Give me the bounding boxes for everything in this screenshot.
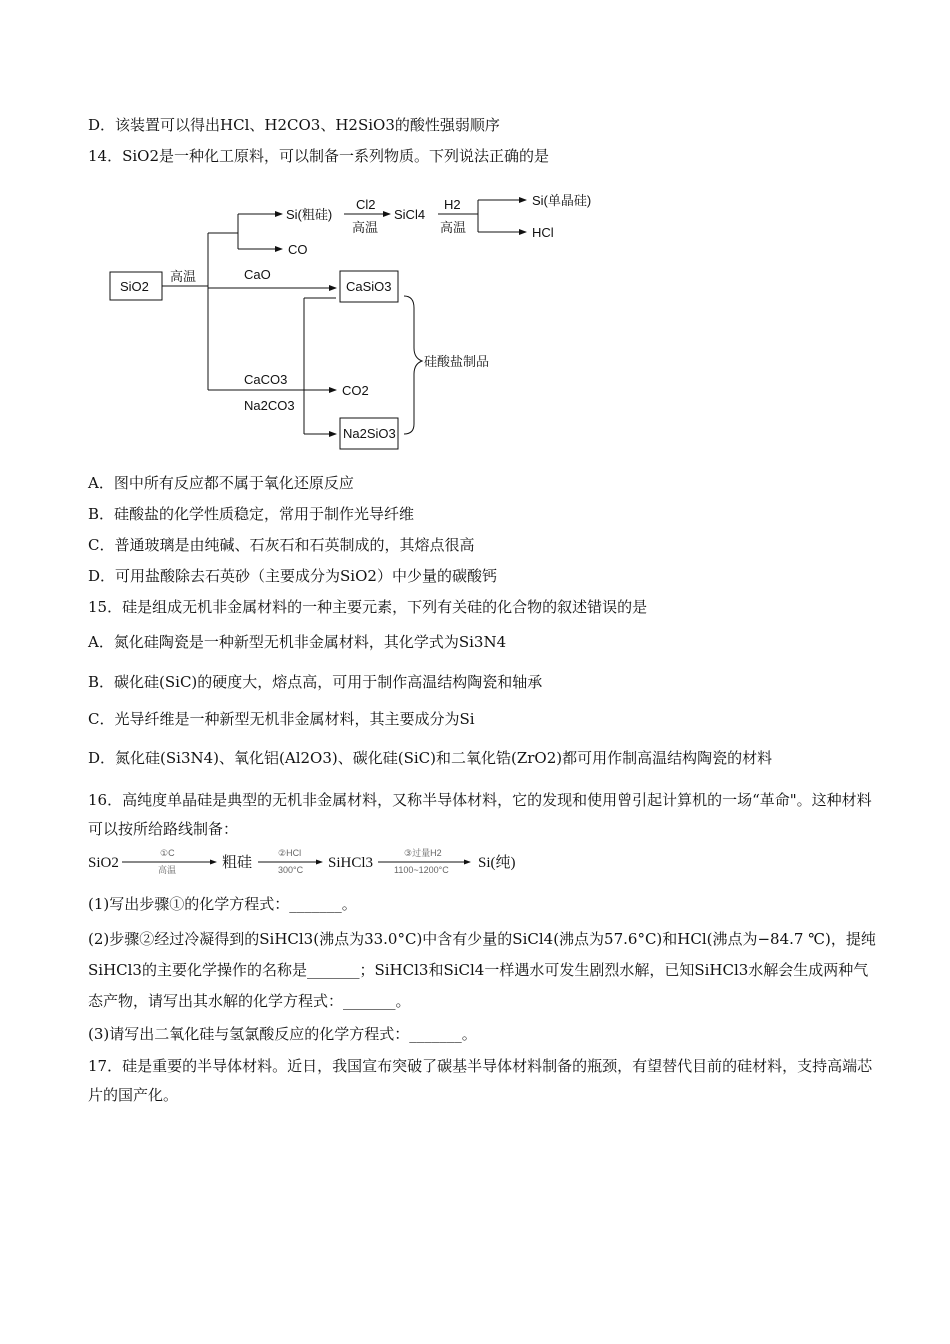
diagram-si-crude: Si(粗硅) bbox=[286, 207, 333, 222]
diagram-caco3: CaCO3 bbox=[244, 372, 288, 387]
sio2-reaction-diagram bbox=[100, 178, 620, 458]
q16-part1: (1)写出步骤①的化学方程式：_______。 bbox=[88, 895, 357, 913]
q15-option-a: A．氮化硅陶瓷是一种新型无机非金属材料，其化学式为Si3N4 bbox=[88, 633, 507, 651]
diagram-gaowen: 高温 bbox=[170, 269, 197, 284]
diagram-si-single: Si(单晶硅) bbox=[532, 193, 592, 208]
q13-option-d: D．该装置可以得出HCl、H2CO3、H2SiO3的酸性强弱顺序 bbox=[88, 116, 500, 134]
q16-stem: 16．高纯度单晶硅是典型的无机非金属材料，又称半导体材料，它的发现和使用曾引起计算机的一场“革命"。这种材料可以按所给路线制备： bbox=[88, 791, 872, 838]
q14-option-d: D．可用盐酸除去石英砂（主要成分为SiO2）中少量的碳酸钙 bbox=[88, 567, 497, 585]
route-step1-top: ①C bbox=[160, 848, 175, 858]
diagram-silicate-products: 硅酸盐制品 bbox=[424, 354, 490, 369]
q14-option-a: A．图中所有反应都不属于氧化还原反应 bbox=[88, 474, 354, 492]
q14-option-c: C．普通玻璃是由纯碱、石灰石和石英制成的，其熔点很高 bbox=[88, 536, 475, 554]
diagram-sicl4: SiCl4 bbox=[394, 207, 426, 222]
route-sio2: SiO2 bbox=[88, 855, 119, 871]
q16-part2: (2)步骤②经过冷凝得到的SiHCl3(沸点为33.0°C)中含有少量的SiCl4(沸点为57.6°C)和HCl(沸点为−84.7 ℃)，提纯SiHCl3的主要化学操作的名称是_______；SiHCl3和SiCl4一样遇水可发生剧烈水解，已知SiHCl3水解会生成两种气态产物，请写出其水解的化学方程式：_______。 bbox=[88, 930, 876, 1010]
route-pure-si: Si(纯) bbox=[478, 855, 516, 871]
diagram-casio3: CaSiO3 bbox=[346, 279, 392, 294]
diagram-na2co3: Na2CO3 bbox=[244, 398, 295, 413]
diagram-hcl: HCl bbox=[532, 225, 554, 240]
diagram-co2: CO2 bbox=[342, 383, 369, 398]
q15-stem: 15．硅是组成无机非金属材料的一种主要元素，下列有关硅的化合物的叙述错误的是 bbox=[88, 598, 648, 616]
purification-route bbox=[88, 845, 558, 881]
diagram-cao: CaO bbox=[244, 267, 271, 282]
q15-option-c: C．光导纤维是一种新型无机非金属材料，其主要成分为Si bbox=[88, 710, 475, 728]
q15-option-b: B．碳化硅(SiC)的硬度大，熔点高，可用于制作高温结构陶瓷和轴承 bbox=[88, 673, 543, 691]
diagram-na2sio3: Na2SiO3 bbox=[343, 426, 396, 441]
q15-option-d: D．氮化硅(Si3N4)、氧化铝(Al2O3)、碳化硅(SiC)和二氧化锆(ZrO2)都可用作制高温结构陶瓷的材料 bbox=[88, 749, 773, 767]
q14-stem: 14．SiO2是一种化工原料，可以制备一系列物质。下列说法正确的是 bbox=[88, 147, 550, 165]
diagram-sio2: SiO2 bbox=[120, 279, 149, 294]
q14-option-b: B．硅酸盐的化学性质稳定，常用于制作光导纤维 bbox=[88, 505, 415, 523]
route-sihcl3: SiHCl3 bbox=[328, 855, 374, 871]
route-step2-bottom: 300°C bbox=[278, 865, 304, 875]
diagram-h2: H2 bbox=[444, 197, 461, 212]
route-step3-top: ③过量H2 bbox=[404, 848, 442, 858]
brace bbox=[404, 296, 422, 434]
diagram-gaowen3: 高温 bbox=[440, 220, 467, 235]
diagram-co: CO bbox=[288, 242, 308, 257]
q17-stem: 17．硅是重要的半导体材料。近日，我国宣布突破了碳基半导体材料制备的瓶颈，有望替代目前的硅材料，支持高端芯片的国产化。 bbox=[88, 1057, 873, 1104]
route-step1-bottom: 高温 bbox=[158, 865, 177, 875]
diagram-gaowen2: 高温 bbox=[352, 220, 379, 235]
route-crude-si: 粗硅 bbox=[222, 855, 253, 871]
route-step3-bottom: 1100~1200°C bbox=[394, 865, 449, 875]
route-step2-top: ②HCl bbox=[278, 848, 302, 858]
q16-part3: (3)请写出二氧化硅与氢氯酸反应的化学方程式：_______。 bbox=[88, 1025, 477, 1043]
diagram-cl2: Cl2 bbox=[356, 197, 376, 212]
